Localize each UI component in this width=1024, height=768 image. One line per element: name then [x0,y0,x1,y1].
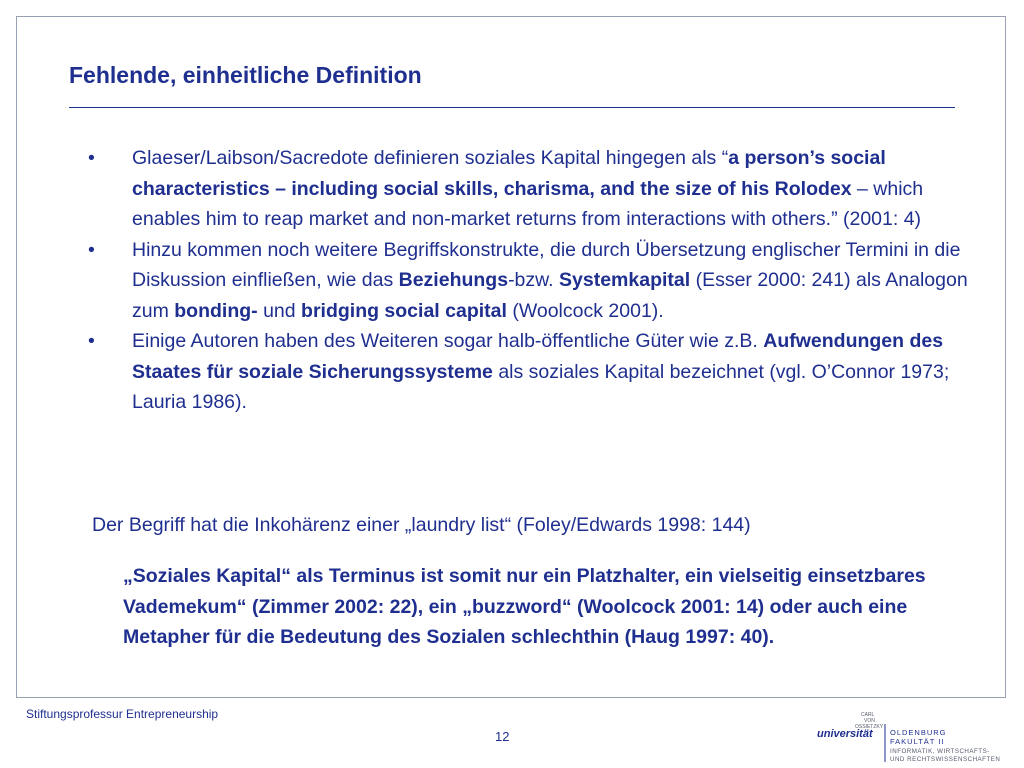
bullet-marker: • [88,238,95,261]
bullet-list [88,143,968,418]
university-logo [815,702,1020,764]
bold-text-run: bridging social capital [301,299,507,322]
text-run: – which enables him to reap market and non-market returns from interactions with others.” (2001: 4) [132,177,924,230]
logo-seal-line-1: CARL [861,712,875,718]
bullet-item [88,143,968,235]
bold-text-run: a person’s social characteristics – including social skills, charisma, and the size of his Rolodex [132,147,886,200]
quote-text: „Soziales Kapital“ als Terminus ist somit nur ein Platzhalter, ein vielseitig einsetzbares Vademekum“ (Zimmer 2002: 22), ein „buzzword“ (Woolcock 2001: 14) oder auch eine Metapher für die Bedeutung des Sozialen schlechthin (Haug 1997: 40). [123,565,926,648]
page-number: 12 [495,729,510,744]
title-divider [69,107,955,108]
bold-text-run: Beziehungs [398,269,509,291]
logo-faculty: FAKULTÄT II [890,737,945,746]
bullet-item [88,235,968,327]
statement-text: Der Begriff hat die Inkohärenz einer „laundry list“ (Foley/Edwards 1998: 144) [92,514,751,536]
logo-seal-line-3: OSSIETZKY [855,724,884,730]
slide-title: Fehlende, einheitliche Definition [69,62,422,88]
logo-faculty-line-1: INFORMATIK, WIRTSCHAFTS- [890,748,990,755]
text-run: (Esser 2000: 241) als Analogon zum [132,269,968,322]
bullet-text [132,147,923,230]
bullet-text [132,330,949,413]
text-run: Einige Autoren haben des Weiteren sogar halb-öffentliche Güter wie z.B. [132,330,764,352]
bold-text-run: Systemkapital [559,269,691,291]
text-run: (Woolcock 2001). [506,299,664,322]
logo-faculty-line-2: UND RECHTSWISSENSCHAFTEN [890,756,1001,763]
text-run: als soziales Kapital bezeichnet (vgl. O’Connor 1973; Lauria 1986). [132,360,950,413]
logo-seal-line-2: VON [864,718,875,724]
text-run: -bzw. [508,269,559,291]
bold-text-run: bonding- [174,299,258,322]
bullet-marker: • [88,147,95,169]
logo-city: OLDENBURG [890,728,947,737]
text-run: und [257,299,302,322]
bullet-text [132,239,968,322]
bullet-marker: • [88,330,95,352]
logo-university: universität [817,728,873,740]
footer-chair-name: Stiftungsprofessur Entrepreneurship [26,707,219,721]
text-run: Glaeser/Laibson/Sacredote definieren soziales Kapital hingegen als “ [132,147,729,169]
bullet-item [88,326,968,418]
bold-text-run: Aufwendungen des Staates für soziale Sicherungssysteme [132,330,944,383]
text-run: Hinzu kommen noch weitere Begriffskonstrukte, die durch Übersetzung englischer Termini in die Diskussion einfließen, wie das [132,238,961,291]
